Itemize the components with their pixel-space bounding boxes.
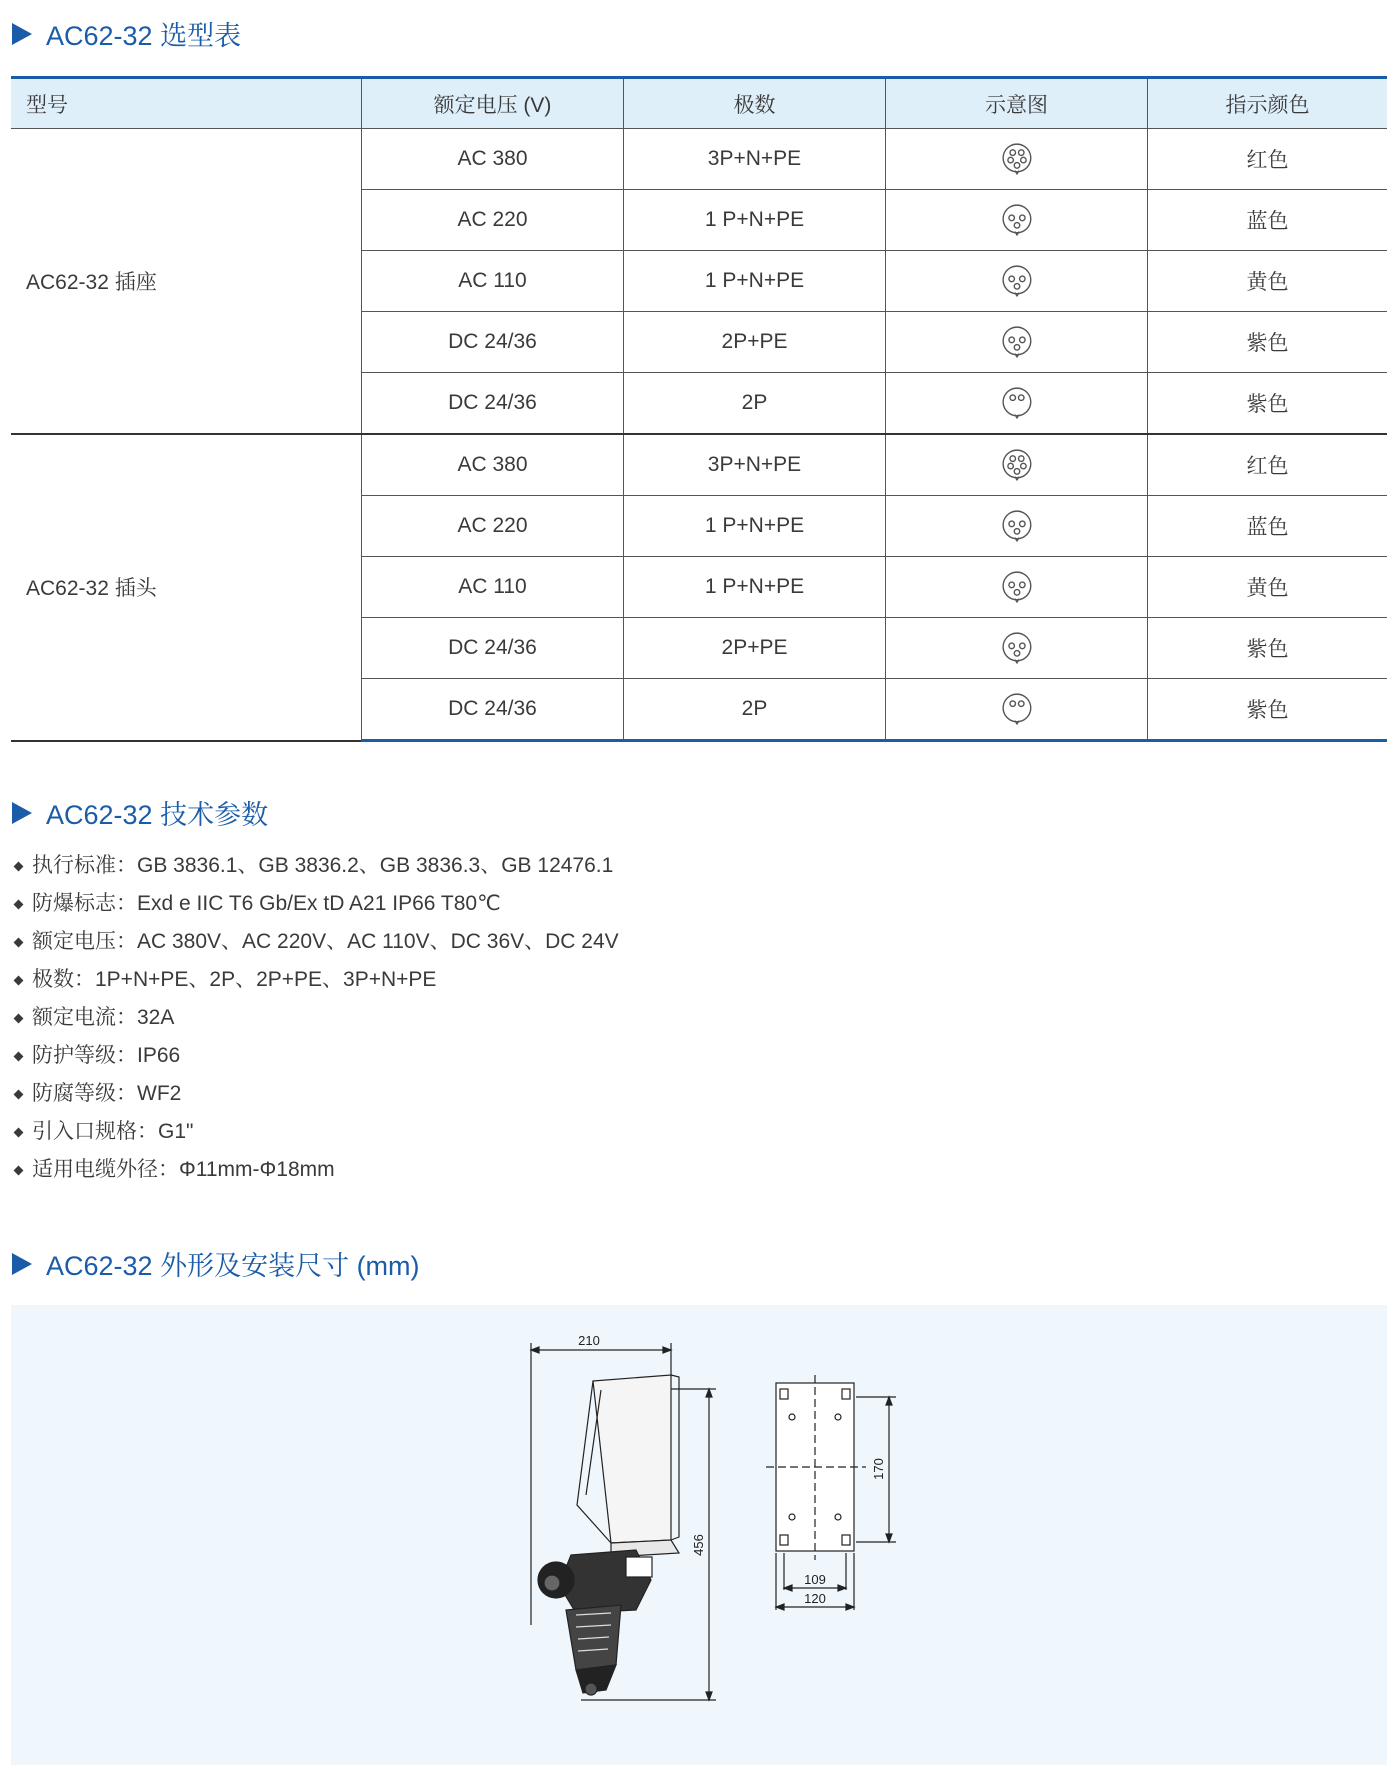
tech-params-list (12, 847, 619, 1189)
model-cell: AC62-32 插座 (11, 129, 362, 435)
diamond-bullet-icon (14, 1165, 24, 1175)
three-pin-socket-icon (1001, 269, 1033, 292)
voltage-cell: DC 24/36 (362, 373, 624, 435)
voltage-cell: AC 220 (362, 496, 624, 557)
voltage-cell: AC 220 (362, 190, 624, 251)
diagram-cell (886, 434, 1148, 496)
color-cell: 黄色 (1148, 251, 1388, 312)
color-cell: 蓝色 (1148, 190, 1388, 251)
diagram-cell (886, 373, 1148, 435)
voltage-cell: AC 380 (362, 434, 624, 496)
poles-cell: 2P (624, 373, 886, 435)
voltage-cell: DC 24/36 (362, 312, 624, 373)
poles-cell: 1 P+N+PE (624, 251, 886, 312)
diagram-cell (886, 557, 1148, 618)
poles-cell: 3P+N+PE (624, 434, 886, 496)
poles-cell: 1 P+N+PE (624, 557, 886, 618)
diagram-cell (886, 312, 1148, 373)
param-item: 额定电流：32A (12, 999, 619, 1037)
color-cell: 紫色 (1148, 312, 1388, 373)
dimension-drawing (11, 1305, 1387, 1765)
three-pin-socket-icon (1001, 575, 1033, 598)
triangle-bullet-icon (12, 23, 32, 45)
color-cell: 红色 (1148, 434, 1388, 496)
poles-cell: 2P+PE (624, 618, 886, 679)
param-item: 极数：1P+N+PE、2P、2P+PE、3P+N+PE (12, 961, 619, 999)
five-pin-socket-icon (1001, 453, 1033, 476)
param-item: 执行标准：GB 3836.1、GB 3836.2、GB 3836.3、GB 12476.1 (12, 847, 619, 885)
diamond-bullet-icon (14, 975, 24, 985)
diamond-bullet-icon (14, 861, 24, 871)
voltage-cell: AC 110 (362, 557, 624, 618)
param-item: 适用电缆外径：Φ11mm-Φ18mm (12, 1151, 619, 1189)
voltage-cell: AC 380 (362, 129, 624, 190)
diagram-cell (886, 496, 1148, 557)
selection-title: AC62-32 选型表 (12, 14, 241, 53)
diamond-bullet-icon (14, 899, 24, 909)
dimensions-title: AC62-32 外形及安装尺寸 (mm) (12, 1244, 420, 1283)
poles-cell: 3P+N+PE (624, 129, 886, 190)
voltage-cell: DC 24/36 (362, 618, 624, 679)
dim-mount-inner-label: 109 (804, 1572, 826, 1587)
five-pin-socket-icon (1001, 147, 1033, 170)
diagram-cell (886, 129, 1148, 190)
param-item: 防护等级：IP66 (12, 1037, 619, 1075)
color-cell: 蓝色 (1148, 496, 1388, 557)
color-cell: 红色 (1148, 129, 1388, 190)
color-cell: 紫色 (1148, 679, 1388, 741)
diamond-bullet-icon (14, 937, 24, 947)
selection-table (11, 76, 1387, 742)
diagram-cell (886, 679, 1148, 741)
poles-cell: 1 P+N+PE (624, 190, 886, 251)
two-pin-socket-icon (1001, 697, 1033, 720)
header-color: 指示颜色 (1148, 78, 1388, 129)
dim-mount-outer-label: 120 (804, 1591, 826, 1606)
param-item: 防腐等级：WF2 (12, 1075, 619, 1113)
header-diagram: 示意图 (886, 78, 1148, 129)
header-model: 型号 (11, 78, 362, 129)
triangle-bullet-icon (12, 1253, 32, 1275)
three-pin-socket-icon (1001, 514, 1033, 537)
three-pin-socket-icon (1001, 636, 1033, 659)
dim-height-label: 456 (691, 1534, 706, 1556)
color-cell: 黄色 (1148, 557, 1388, 618)
poles-cell: 2P (624, 679, 886, 741)
diamond-bullet-icon (14, 1051, 24, 1061)
header-voltage: 额定电压 (V) (362, 78, 624, 129)
dim-mount-height-label: 170 (871, 1458, 886, 1480)
color-cell: 紫色 (1148, 373, 1388, 435)
param-item: 额定电压：AC 380V、AC 220V、AC 110V、DC 36V、DC 24V (12, 923, 619, 961)
voltage-cell: DC 24/36 (362, 679, 624, 741)
dimension-drawing-area (11, 1305, 1387, 1765)
poles-cell: 1 P+N+PE (624, 496, 886, 557)
diagram-cell (886, 251, 1148, 312)
diagram-cell (886, 618, 1148, 679)
tech-title: AC62-32 技术参数 (12, 793, 268, 832)
param-item: 引入口规格：G1" (12, 1113, 619, 1151)
dim-width-label: 210 (578, 1333, 600, 1348)
diamond-bullet-icon (14, 1089, 24, 1099)
color-cell: 紫色 (1148, 618, 1388, 679)
table-header-row (11, 78, 1387, 129)
param-item: 防爆标志：Exd e IIC T6 Gb/Ex tD A21 IP66 T80℃ (12, 885, 619, 923)
voltage-cell: AC 110 (362, 251, 624, 312)
three-pin-socket-icon (1001, 330, 1033, 353)
diagram-cell (886, 190, 1148, 251)
poles-cell: 2P+PE (624, 312, 886, 373)
three-pin-socket-icon (1001, 208, 1033, 231)
diamond-bullet-icon (14, 1013, 24, 1023)
diamond-bullet-icon (14, 1127, 24, 1137)
table-row (11, 434, 1387, 496)
table-row (11, 129, 1387, 190)
model-cell: AC62-32 插头 (11, 434, 362, 741)
header-poles: 极数 (624, 78, 886, 129)
two-pin-socket-icon (1001, 391, 1033, 414)
triangle-bullet-icon (12, 802, 32, 824)
